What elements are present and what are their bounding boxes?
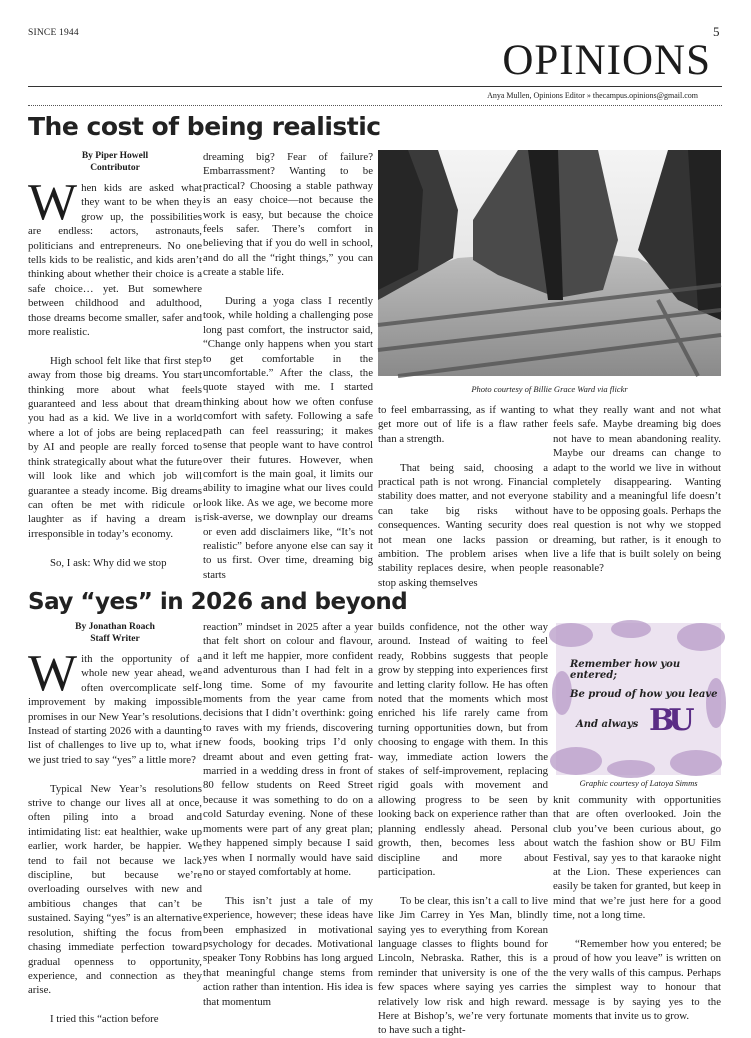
bu-logo: BU xyxy=(649,703,689,738)
article1-paragraph: dreaming big? Fear of failure? Embarrassment? Wanting to be practical? Choosing a stable pathway is an easy choice—not because the work is easy, but because the choice feels safer. There’s comfort in believing that if you do well in school, and do all the “right things,” you can create a stable life. xyxy=(203,151,373,279)
article1-author: By Piper Howell xyxy=(81,151,149,161)
article2-paragraph xyxy=(28,645,202,767)
section-title: OPINIONS xyxy=(502,37,711,84)
article1-paragraph: High school felt like that first step away from those big dreams. You start thinking more about what feels guaranteed and less about that dream you had as a kid. We live in a world where a lot of jobs are being replaced by AI and people are really forced to think strategically about what the future will look like and which job will guarantee a steady income. Big dreams can often be met with ridicule or laughter as if having a dream is irresponsible in today’s economy. xyxy=(28,354,202,540)
article2-headline: Say “yes” in 2026 and beyond xyxy=(28,589,408,615)
article2-column-3 xyxy=(378,620,548,1038)
article2-paragraph: reaction” mindset in 2025 after a year that felt short on colour and flavour, and it left me happier, more confident and adventurous than I had felt in a long time. Some of my favourite moments from the year came from decisions that I didn’t overthink: going to raves with my friends, discovering new foods, booking trips I’d only dreamt about and even getting frat-married in a wedding dress in front of 80 fellow students on Reed Street because it was something to do on a cold Saturday evening. None of these moments were part of any great plan; they happened simply because I said yes when I normally would have said no or stayed comfortably at home. xyxy=(203,621,373,878)
article1-headline: The cost of being realistic xyxy=(28,112,381,141)
article1-paragraph xyxy=(28,174,202,339)
article1-paragraph: That being said, choosing a practical path is not wrong. Financial stability does matter, and not everyone can take big risks without consequences. Wanting security does not mean one lacks passion or ambition. The problem arises when stability replaces desire, when people stop asking themselves xyxy=(378,461,548,589)
article1-column-4 xyxy=(553,403,721,576)
article1-photo-caption: Photo courtesy of Billie Grace Ward via flickr xyxy=(471,384,628,394)
graphic-line-3: And always xyxy=(576,719,639,730)
article2-paragraph: This isn’t just a tale of my experience, however; these ideas have been emphasized in motivational psychology for decades. Motivational speaker Tony Robbins has long argued that meaningful change stems from action rather than intention. His idea is that momentum xyxy=(203,894,373,1008)
article1-paragraph: So, I ask: Why did we stop xyxy=(50,556,167,569)
article1-column-3 xyxy=(378,403,548,590)
article2-column-1 xyxy=(28,645,202,1027)
tree-lined-path-photo xyxy=(378,150,721,376)
article1-paragraph-text: hen kids are asked what they want to be when they grow up, the possibilities are endless: actors, astronauts, politicians and entrepreneurs. No one tells kids to be realistic, and kids aren’t thinking about whether their choice is a safe choice… yet. But somewhere between childhood and adulthood, those dreams become smaller, safer and more realistic. xyxy=(28,182,202,339)
article2-author: By Jonathan Roach xyxy=(75,622,155,632)
article2-paragraph: “Remember how you entered; be proud of how you leave” is written on the very walls of this campus. Perhaps the simplest way to honour that message is by saying yes to the moments that invite us to grow. xyxy=(553,938,721,1023)
article1-paragraph: to feel embarrassing, as if wanting to get more out of life is a flaw rather than a strength. xyxy=(378,404,548,445)
article1-paragraph: During a yoga class I recently took, while holding a challenging pose long past comfort, the instructor said, “Change only happens when you start to get comfortable in the uncomfortable.” After the class, the quote stayed with me. I started thinking about how we often confuse comfort with safety. Following a safe path can feel reassuring; it makes sense that people want to have control over their futures. However, when comfort is the main goal, it limits our ability to imagine what our lives could look like. As we age, we become more risk-averse, we downplay our dreams or even add disclaimers like, “It’s not realistic” before anyone else can say it to us first. Over time, dreaming big starts xyxy=(203,295,373,581)
article2-dropcap: W xyxy=(28,645,78,702)
article2-column-4 xyxy=(553,793,721,1023)
page-number: 5 xyxy=(713,24,720,39)
article2-paragraph: To be clear, this isn’t a call to live like Jim Carrey in Yes Man, blindly saying yes to everything from Korean language classes to flights bound for Lincoln, Nebraska. Rather, this is a reminder that university is one of the few spaces where saying yes carries relatively low risk and high reward. Here at Bishop’s, we’re very fortunate to have such a tight- xyxy=(378,894,548,1037)
article2-byline xyxy=(28,621,202,645)
bu-quote-graphic xyxy=(556,623,721,775)
article1-column-1 xyxy=(28,174,202,570)
article2-column-2 xyxy=(203,620,373,1009)
article2-paragraph: knit community with opportunities that are often overlooked. Join the club you’ve been curious about, go watch the fashion show or BU Film Festival, say yes to that karaoke night at the Lion. These experiences can easily be taken for granted, but keep in mind that we’re just here for a good time, not a long time. xyxy=(553,794,721,922)
article1-paragraph: what they really want and not what feels safe. Maybe dreaming big does not have to mean abandoning reality. Maybe our dreams can change to adapt to the world we live in without completely disappearing. Wanting stability and a meaningful life doesn’t have to be opposing goals. Perhaps the real question is not why we stopped dreaming, but rather, is it enough to live a life that is built solely on being reasonable? xyxy=(553,404,721,575)
article1-byline xyxy=(28,150,202,174)
graphic-line-2: Be proud of how you leave xyxy=(570,689,718,700)
article2-role: Staff Writer xyxy=(90,634,140,644)
article1-column-2 xyxy=(203,150,373,582)
article2-paragraph: builds confidence, not the other way around. Instead of waiting to feel ready, Robbins suggests that people grow by stepping into experiences first and letting clarity follow. He has often noted that the moments which most enriched his life rarely came from turning opportunities down, but from choosing to engage with them. In this way, immediate action lowers the stakes of self-improvement, replacing rigid goals with movement and allowing progress to be seen by looking back on experience rather than planning endlessly ahead. Personal growth, then, becomes less about discipline and more about participation. xyxy=(378,621,548,878)
article1-photo xyxy=(378,150,721,376)
article1-role: Contributor xyxy=(90,163,140,173)
article2-paragraph: I tried this “action before xyxy=(50,1013,159,1026)
since-label: SINCE 1944 xyxy=(28,28,79,38)
graphic-line-1: Remember how you entered; xyxy=(570,659,681,681)
editor-credit: Anya Mullen, Opinions Editor » thecampus.opinions@gmail.com xyxy=(487,91,698,100)
article2-paragraph: Typical New Year’s resolutions strive to change our lives all at once, often piling into a broad and intimidating list: eat healthier, wake up earlier, work harder, be happier. We tend to fail not because we lack discipline, but because we’re overloading ourselves with new and ambitious changes that can’t be sustained. Saying “yes” is an alternative resolution, shifting the focus from chasing immediate perfection toward gradual openness to opportunity, experience, and connection as they arise. xyxy=(28,782,202,997)
article1-dropcap: W xyxy=(28,174,78,231)
header-dotted-rule xyxy=(28,105,722,106)
header-rule xyxy=(28,86,722,87)
article2-graphic-caption: Graphic courtesy of Latoya Simms xyxy=(579,778,698,788)
article2-paragraph-text: ith the opportunity of a whole new year ahead, we often overcomplicate self-improvement by making impossible promises in our New Year’s resolutions. Instead of starting 2026 with a daunting list of challenges to live up to, what if we just tried to say “yes” a little more? xyxy=(28,653,202,766)
